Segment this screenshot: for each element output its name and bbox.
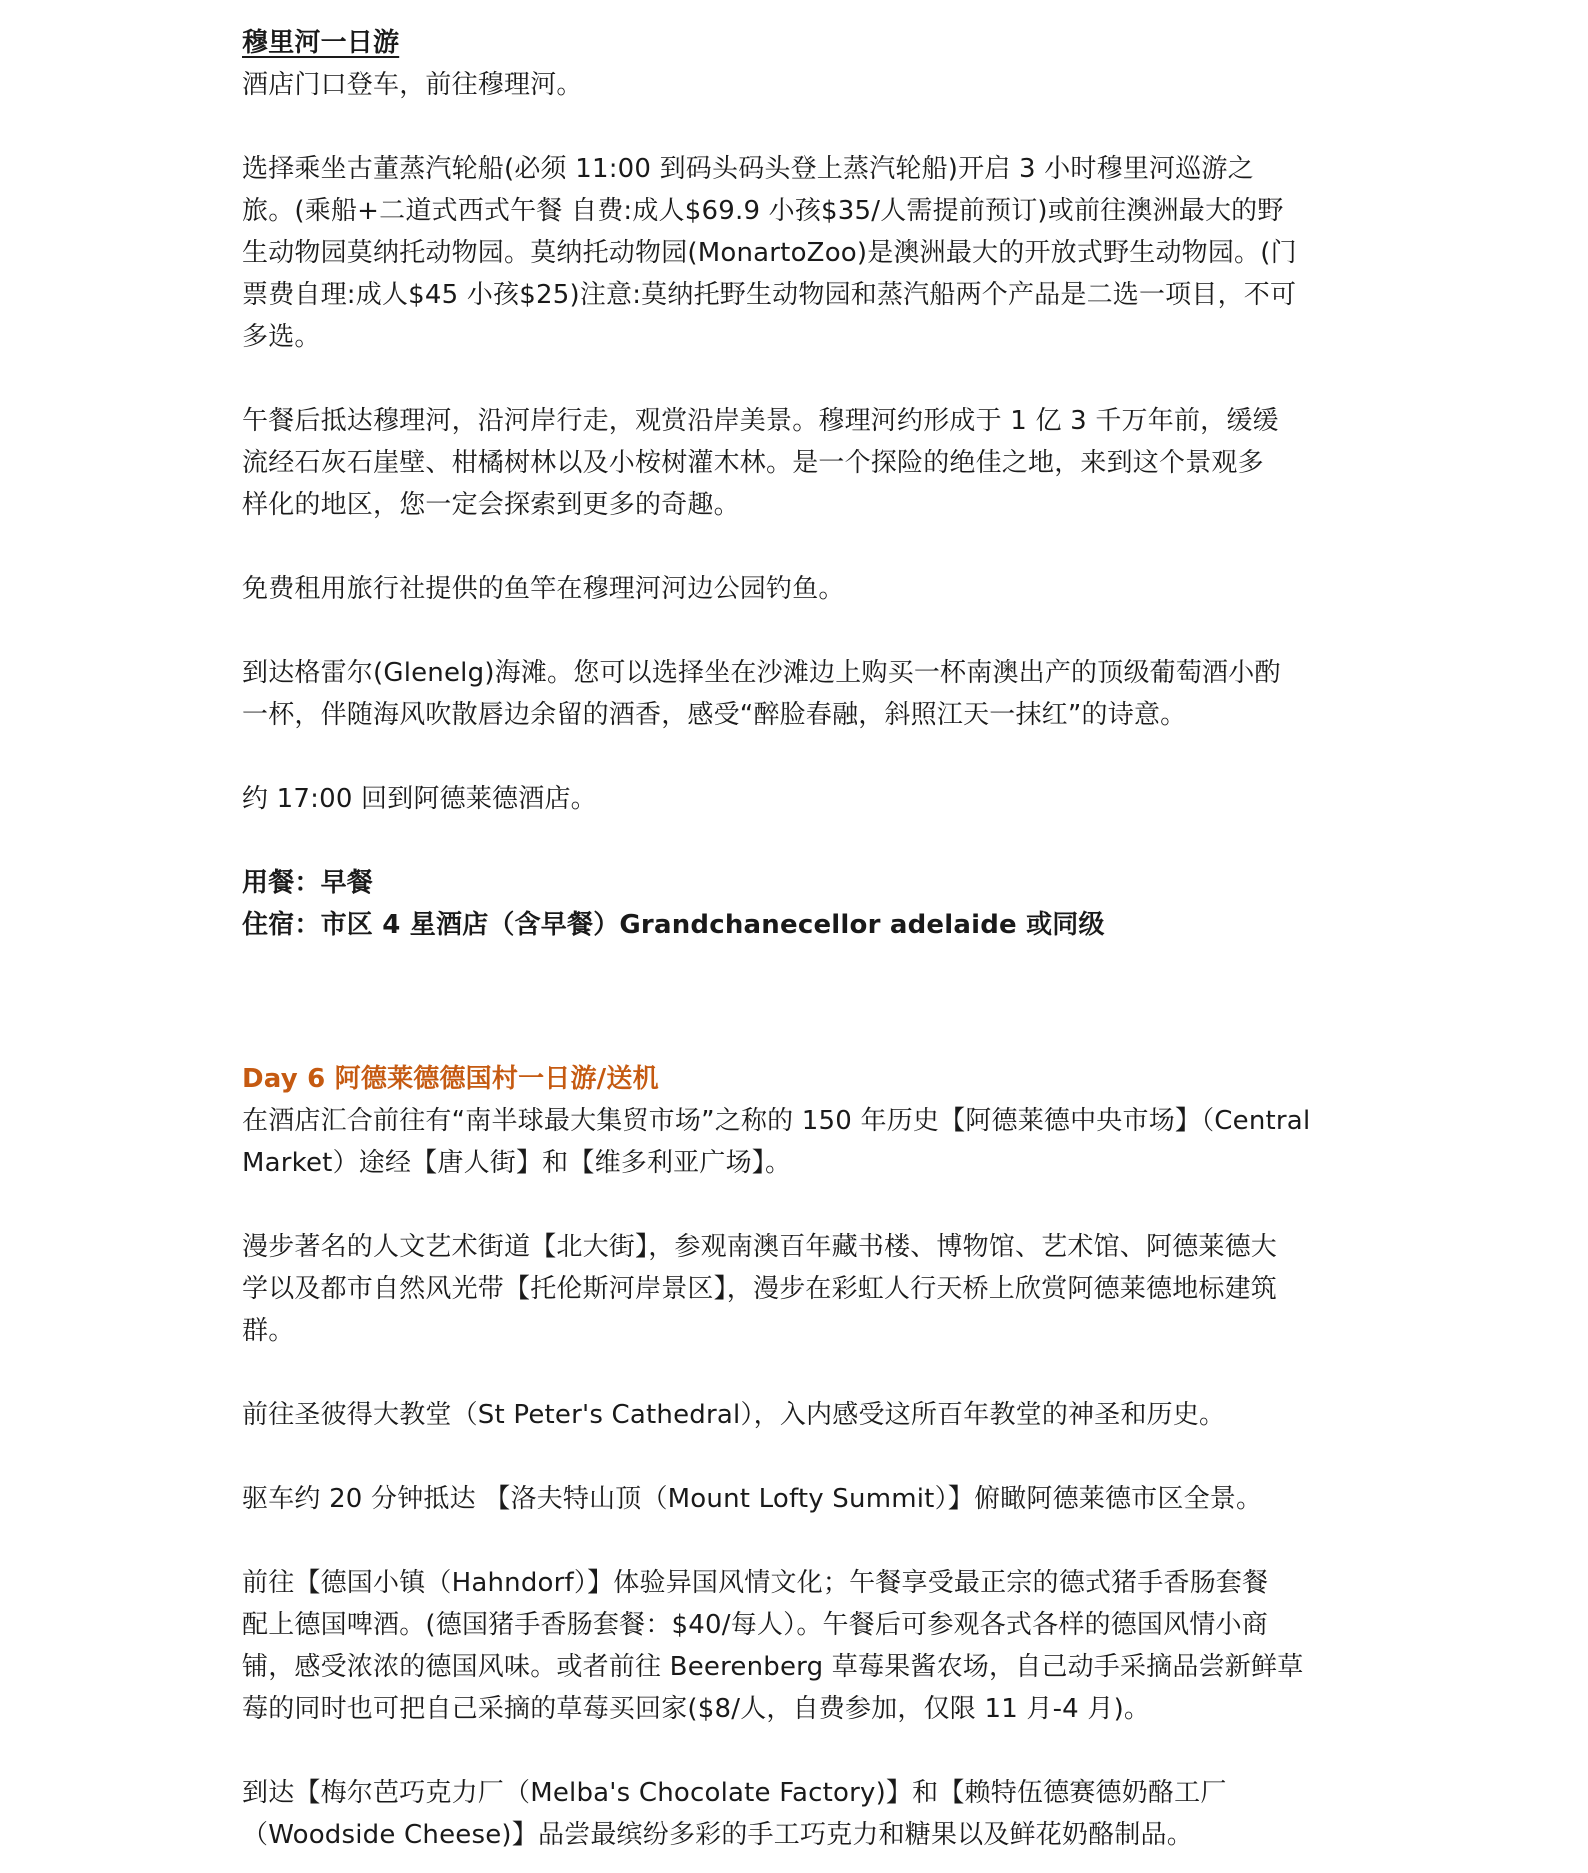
text-line: 到达格雷尔(Glenelg)海滩。您可以选择坐在沙滩边上购买一杯南澳出产的顶级葡萄酒小酌 bbox=[242, 658, 1281, 688]
paragraph-riverbank bbox=[242, 400, 1372, 526]
text-line: 午餐后抵达穆理河，沿河岸行走，观赏沿岸美景。穆理河约形成于 1 亿 3 千万年前，缓缓 bbox=[242, 406, 1279, 436]
text-line: 群。 bbox=[242, 1316, 295, 1346]
text-line: 流经石灰石崖壁、柑橘树林以及小桉树灌木林。是一个探险的绝佳之地，来到这个景观多 bbox=[242, 448, 1264, 478]
text-line: 旅。(乘船+二道式西式午餐 自费:成人$69.9 小孩$35/人需提前预订)或前往澳洲最大的野 bbox=[242, 196, 1284, 226]
paragraph-intro: 酒店门口登车，前往穆理河。 bbox=[242, 70, 583, 100]
text-line: 到达【梅尔芭巧克力厂（Melba's Chocolate Factory)】和【赖特伍德赛德奶酪工厂 bbox=[242, 1778, 1227, 1808]
itinerary-document bbox=[242, 22, 1372, 1856]
text-line: 生动物园莫纳托动物园。莫纳托动物园(MonartoZoo)是澳洲最大的开放式野生动物园。(门 bbox=[242, 238, 1297, 268]
section-title-murray-river: 穆里河一日游 bbox=[242, 28, 400, 58]
paragraph-cathedral: 前往圣彼得大教堂（St Peter's Cathedral），入内感受这所百年教堂的神圣和历史。 bbox=[242, 1400, 1226, 1430]
text-line: 样化的地区，您一定会探索到更多的奇趣。 bbox=[242, 490, 740, 520]
text-line: 在酒店汇合前往有“南半球最大集贸市场”之称的 150 年历史【阿德莱德中央市场】（Central bbox=[242, 1106, 1311, 1136]
text-line: Market）途经【唐人街】和【维多利亚广场】。 bbox=[242, 1148, 792, 1178]
text-line: 学以及都市自然风光带【托伦斯河岸景区】，漫步在彩虹人行天桥上欣赏阿德莱德地标建筑 bbox=[242, 1274, 1278, 1304]
meals-info: 用餐：早餐 bbox=[242, 868, 374, 898]
paragraph-mount-lofty: 驱车约 20 分钟抵达 【洛夫特山顶（Mount Lofty Summit）】俯瞰阿德莱德市区全景。 bbox=[242, 1484, 1263, 1514]
paragraph-steamboat bbox=[242, 148, 1372, 358]
text-line: 一杯，伴随海风吹散唇边余留的酒香，感受“醉脸春融，斜照江天一抹红”的诗意。 bbox=[242, 700, 1187, 730]
text-line: 配上德国啤酒。(德国猪手香肠套餐：$40/每人）。午餐后可参观各式各样的德国风情小商 bbox=[242, 1610, 1268, 1640]
text-line: 选择乘坐古董蒸汽轮船(必须 11:00 到码头码头登上蒸汽轮船)开启 3 小时穆里河巡游之 bbox=[242, 154, 1254, 184]
paragraph-return: 约 17:00 回到阿德莱德酒店。 bbox=[242, 784, 597, 814]
text-line: 铺，感受浓浓的德国风味。或者前往 Beerenberg 草莓果酱农场，自己动手采摘品尝新鲜草 bbox=[242, 1652, 1304, 1682]
paragraph-chocolate-cheese bbox=[242, 1772, 1372, 1856]
paragraph-north-terrace bbox=[242, 1226, 1372, 1352]
section-title-day6: Day 6 阿德莱德德国村一日游/送机 bbox=[242, 1064, 659, 1094]
paragraph-central-market bbox=[242, 1100, 1372, 1184]
hotel-info: 住宿：市区 4 星酒店（含早餐）Grandchanecellor adelaide 或同级 bbox=[242, 910, 1105, 940]
text-line: 票费自理:成人$45 小孩$25)注意:莫纳托野生动物园和蒸汽船两个产品是二选一项目，不可 bbox=[242, 280, 1297, 310]
paragraph-fishing: 免费租用旅行社提供的鱼竿在穆理河河边公园钓鱼。 bbox=[242, 574, 845, 604]
text-line: 多选。 bbox=[242, 322, 321, 352]
section-spacer bbox=[242, 946, 1372, 1058]
text-line: 前往【德国小镇（Hahndorf）】体验异国风情文化；午餐享受最正宗的德式猪手香肠套餐 bbox=[242, 1568, 1269, 1598]
text-line: （Woodside Cheese)】品尝最缤纷多彩的手工巧克力和糖果以及鲜花奶酪制品。 bbox=[242, 1820, 1193, 1850]
text-line: 莓的同时也可把自己采摘的草莓买回家($8/人，自费参加，仅限 11 月-4 月)。 bbox=[242, 1694, 1151, 1724]
paragraph-glenelg bbox=[242, 652, 1372, 736]
text-line: 漫步著名的人文艺术街道【北大街】，参观南澳百年藏书楼、博物馆、艺术馆、阿德莱德大 bbox=[242, 1232, 1278, 1262]
paragraph-hahndorf bbox=[242, 1562, 1372, 1730]
